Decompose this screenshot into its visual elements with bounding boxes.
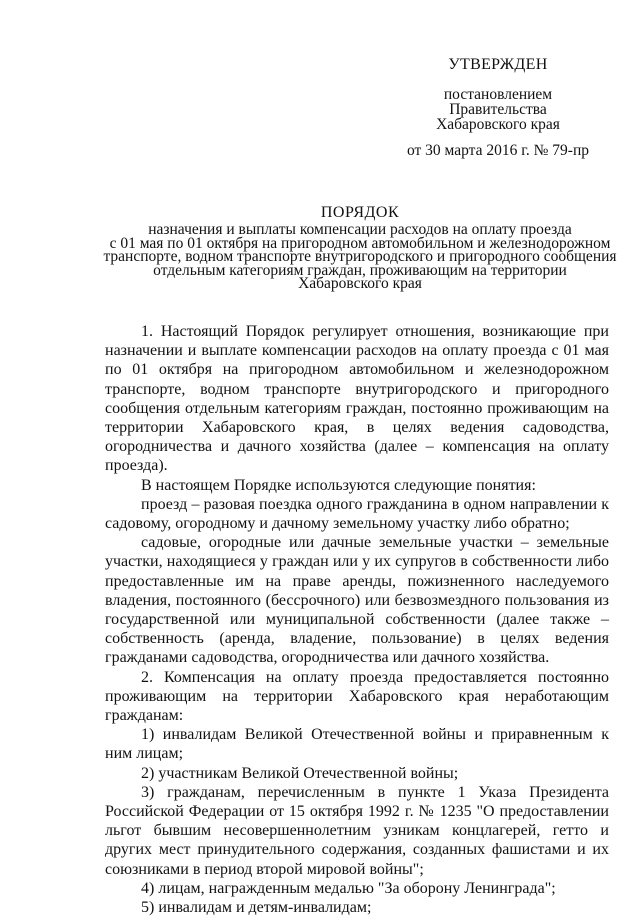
subtitle-line: назначения и выплаты компенсации расходов на оплату проезда <box>148 221 572 238</box>
body-paragraph: 1. Настоящий Порядок регулирует отношения, возникающие при назначении и выплате компенсации расходов на оплату проезда с 01 мая по 01 октября на пригородном автомобильном и железнодорожном транспорте, водном транспорте внутригородского и пригородного сообщения отдельным категориям граждан, постоянно проживающим на территории Хабаровского края, в целях ведения садоводства, огородничества и дачного хозяйства (далее – компенсация на оплату проезда). <box>105 323 609 475</box>
subtitle-line: транспорте, водном транспорте внутригородского и пригородного сообщения <box>103 248 617 265</box>
subtitle-line: отдельным категориям граждан, проживающим на территории <box>153 261 567 279</box>
body-paragraph: садовые, огородные или дачные земельные участки – земельные участки, находящиеся у граждан или у их супругов в собственности либо предоставленные им на праве аренды, пожизненного наследуемого владения, постоянного (бессрочного) или безвозмездного пользования из государственной или муниципальной собственности (далее также – собственность (аренда, владение, пользование) в целях ведения гражданами садоводства, огородничества или дачного хозяйства. <box>105 534 609 667</box>
subtitle-line: с 01 мая по 01 октября на пригородном автомобильном и железнодорожном <box>109 234 611 252</box>
subtitle-line: Хабаровского края <box>298 275 422 292</box>
body-paragraph: 4) лицам, награжденным медалью "За оборону Ленинграда"; <box>141 879 556 897</box>
approval-line: постановлением <box>443 86 553 103</box>
document-title: ПОРЯДОК <box>320 204 400 221</box>
approval-stamp <box>398 57 598 158</box>
body-paragraph: 2) участникам Великой Отечественной войны; <box>141 764 459 782</box>
approval-title: УТВЕРЖДЕН <box>448 56 548 73</box>
document-body <box>105 322 609 917</box>
body-paragraph: В настоящем Порядке используются следующие понятия: <box>141 476 536 494</box>
document-subtitle <box>90 223 630 291</box>
body-paragraph: 1) инвалидам Великой Отечественной войны и приравненным к ним лицам; <box>105 726 609 763</box>
body-paragraph: 2. Компенсация на оплату проезда предоставляется постоянно проживающим на территории Хабаровского края неработающим гражданам: <box>105 668 609 725</box>
body-paragraph: проезд – разовая поездка одного гражданина в одном направлении к садовому, огородному и дачному земельному участку либо обратно; <box>105 495 609 533</box>
approval-line: Хабаровского края <box>436 116 560 133</box>
body-paragraph: 5) инвалидам и детям-инвалидам; <box>141 899 372 917</box>
body-paragraph: 3) гражданам, перечисленным в пункте 1 Указа Президента Российской Федерации от 15 октября 1992 г. № 1235 "О предоставлении льгот бывшим несовершеннолетним узникам концлагерей, гетто и других мест принудительного содержания, созданных фашистами и их союзниками в период второй мировой войны"; <box>105 783 609 878</box>
approval-line: Правительства <box>449 101 547 118</box>
approval-date: от 30 марта 2016 г. № 79-пр <box>406 142 590 159</box>
